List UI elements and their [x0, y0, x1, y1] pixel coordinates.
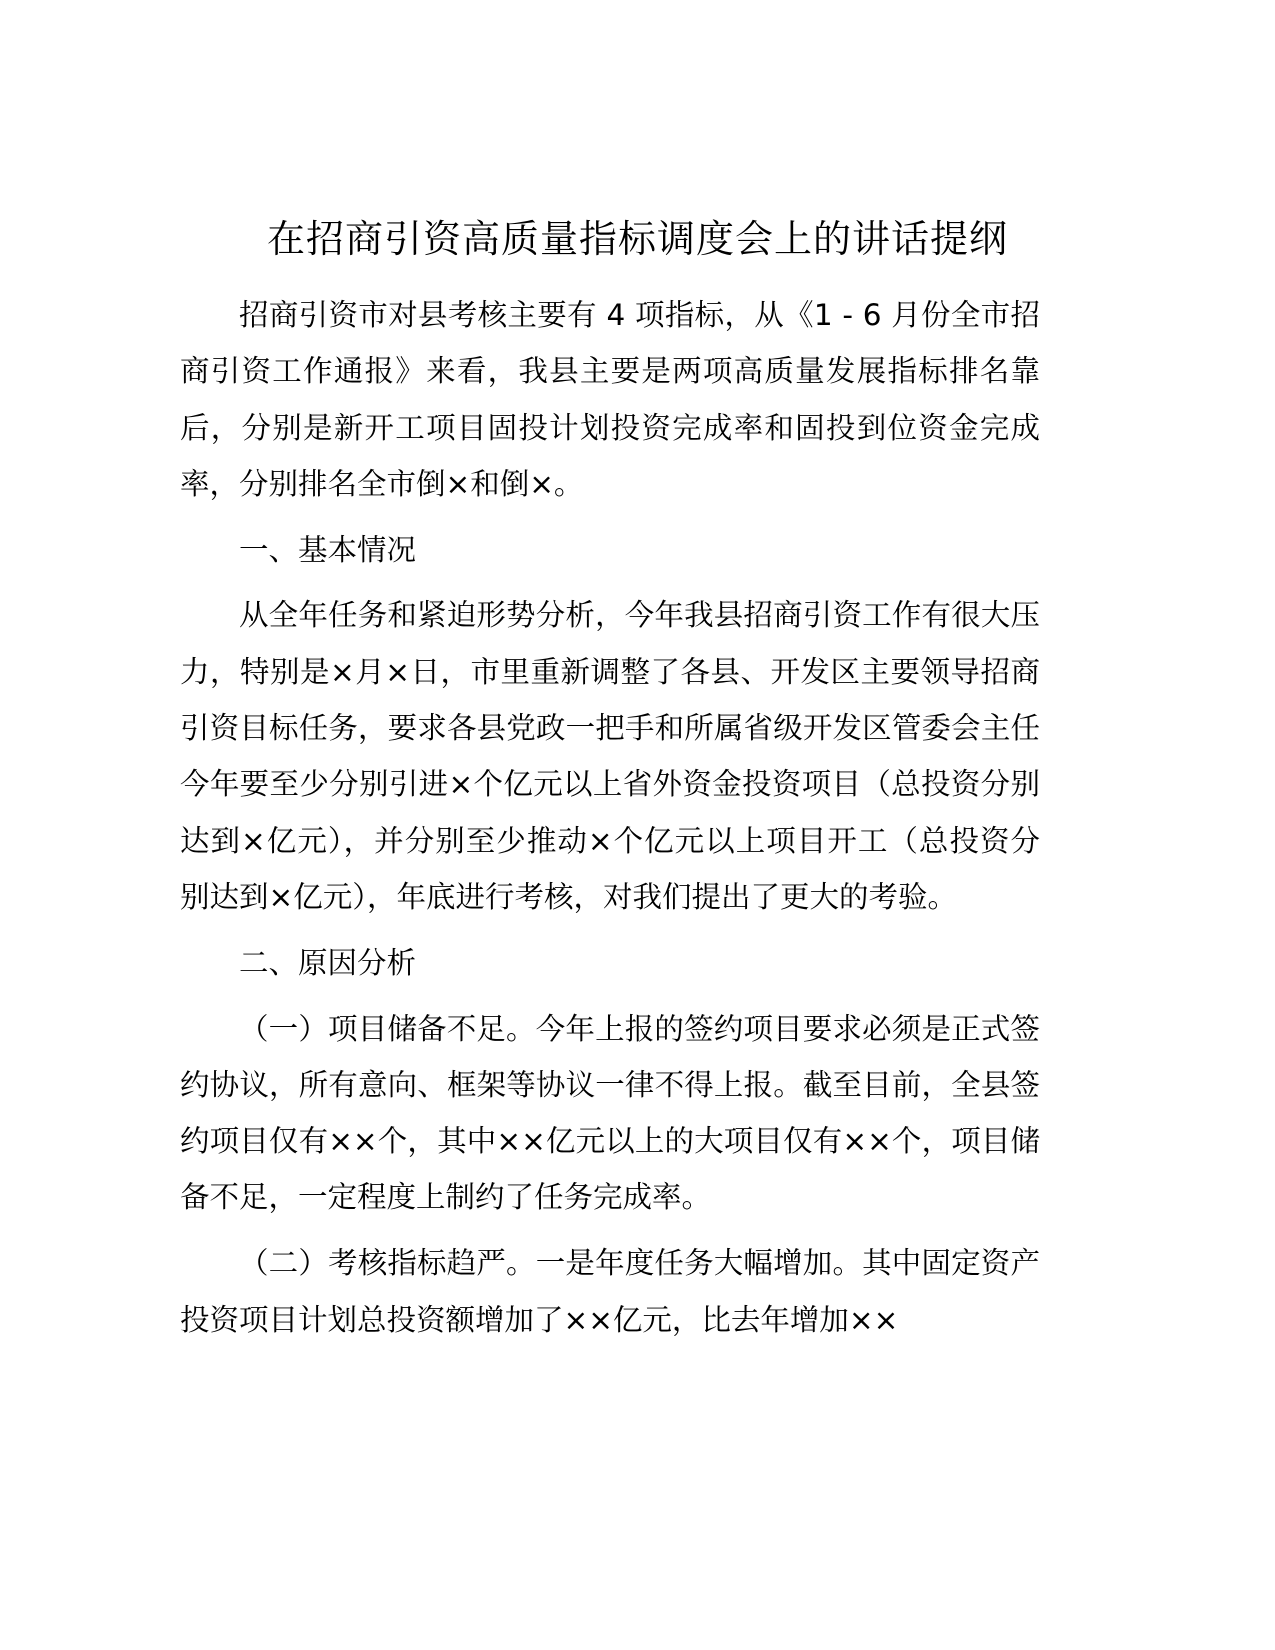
document-body [180, 287, 1040, 1348]
basic-situation-paragraph: 从全年任务和紧迫形势分析，今年我县招商引资工作有很大压力，特别是×月×日，市里重新调整了各县、开发区主要领导招商引资目标任务，要求各县党政一把手和所属省级开发区管委会主任今年要至少分别引进×个亿元以上省外资金投资项目（总投资分别达到×亿元），并分别至少推动×个亿元以上项目开工（总投资分别达到×亿元），年底进行考核，对我们提出了更大的考验。 [180, 598, 1040, 914]
section-heading-cause-analysis: 二、原因分析 [239, 945, 417, 980]
cause-paragraph-1: （一）项目储备不足。今年上报的签约项目要求必须是正式签约协议，所有意向、框架等协议一律不得上报。截至目前，全县签约项目仅有××个，其中××亿元以上的大项目仅有××个，项目储备不足，一定程度上制约了任务完成率。 [180, 1011, 1040, 1215]
intro-paragraph: 招商引资市对县考核主要有 4 项指标，从《1 - 6 月份全市招商引资工作通报》来看，我县主要是两项高质量发展指标排名靠后，分别是新开工项目固投计划投资完成率和固投到位资金完成率，分别排名全市倒×和倒×。 [180, 298, 1040, 501]
document-title: 在招商引资高质量指标调度会上的讲话提纲 [266, 217, 1008, 261]
section-heading-basic-situation: 一、基本情况 [239, 532, 417, 567]
cause-paragraph-2: （二）考核指标趋严。一是年度任务大幅增加。其中固定资产投资项目计划总投资额增加了××亿元，比去年增加×× [180, 1246, 1040, 1337]
